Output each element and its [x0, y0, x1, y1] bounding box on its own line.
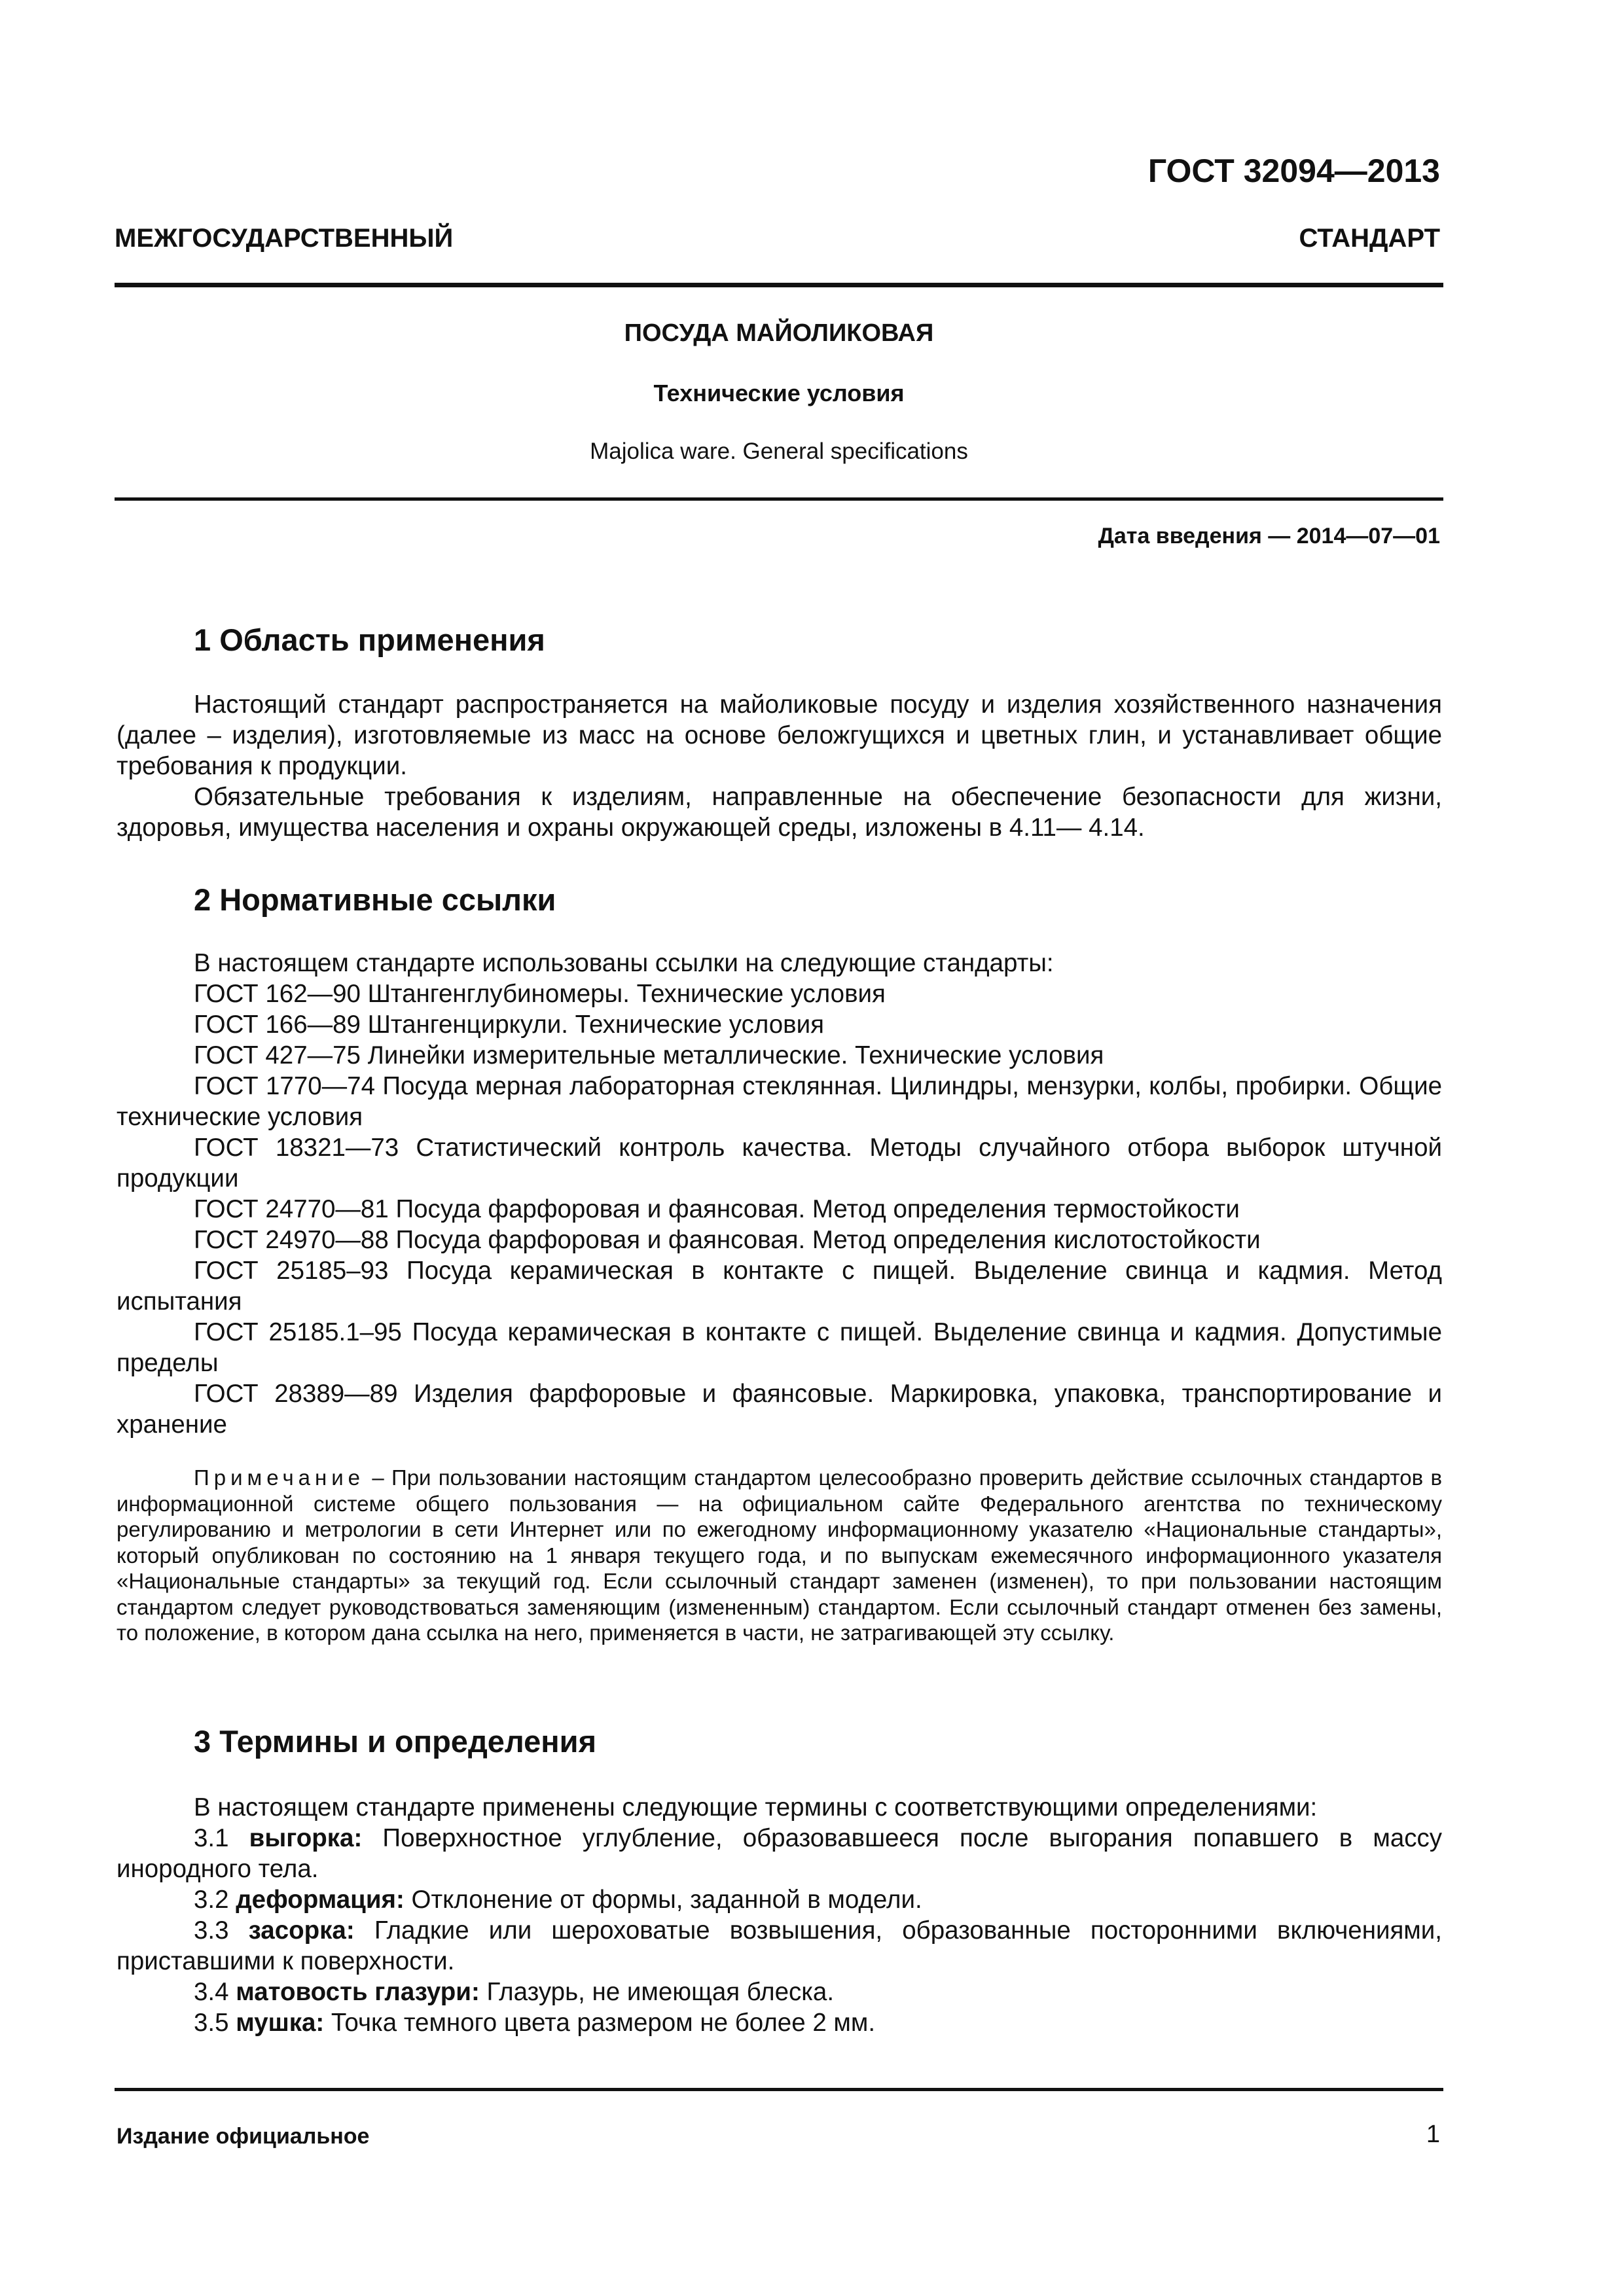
term-name: мушка: — [236, 2009, 325, 2037]
paragraph: Обязательные требования к изделиям, направленные на обеспечение безопасности для жизни, здоровья, имущества населения и охраны окружающей среды, изложены в 4.11— 4.14. — [117, 783, 1442, 842]
reference-item: ГОСТ 28389—89 Изделия фарфоровые и фаянсовые. Маркировка, упаковка, транспортирование и хранение — [117, 1380, 1442, 1439]
header-rule — [115, 283, 1443, 287]
term-name: выгорка: — [249, 1824, 363, 1852]
term-definition: Глазурь, не имеющая блеска. — [486, 1978, 835, 2006]
reference-item: ГОСТ 25185–93 Посуда керамическая в контакте с пищей. Выделение свинца и кадмия. Метод испытания — [117, 1257, 1442, 1316]
term-item — [117, 1884, 1442, 1915]
section-1-heading: 1 Область применения — [194, 622, 545, 657]
reference-item: ГОСТ 1770—74 Посуда мерная лабораторная стеклянная. Цилиндры, мензурки, колбы, пробирки. Общие технические условия — [117, 1072, 1442, 1131]
standard-kind-left: МЕЖГОСУДАРСТВЕННЫЙ — [115, 224, 454, 253]
reference-item: ГОСТ 25185.1–95 Посуда керамическая в контакте с пищей. Выделение свинца и кадмия. Допустимые пределы — [117, 1318, 1442, 1377]
term-number: 3.5 — [194, 2009, 229, 2037]
term-name: засорка: — [248, 1916, 355, 1945]
standard-kind-right: СТАНДАРТ — [1299, 224, 1440, 253]
reference-item: ГОСТ 166—89 Штангенциркули. Технические условия — [194, 1011, 824, 1039]
document-title-english: Majolica ware. General specifications — [590, 439, 968, 464]
note-label: Примечание — [194, 1465, 365, 1490]
term-name: матовость глазури: — [236, 1978, 480, 2006]
edition-label: Издание официальное — [117, 2124, 370, 2149]
term-name: деформация: — [236, 1886, 405, 1914]
section-3-body — [117, 1792, 1442, 2038]
section-2-body — [117, 948, 1442, 1440]
footer-rule — [115, 2088, 1443, 2091]
title-rule — [115, 497, 1443, 501]
section-1-body — [117, 689, 1442, 843]
paragraph: Настоящий стандарт распространяется на майоликовые посуду и изделия хозяйственного назначения (далее – изделия), изготовляемые из масс на основе беложгущихся и цветных глин, и устанавливает общие требования к продукции. — [117, 691, 1442, 780]
term-number: 3.2 — [194, 1886, 229, 1914]
section-2-heading: 2 Нормативные ссылки — [194, 882, 556, 917]
term-number: 3.3 — [194, 1916, 229, 1945]
term-item — [117, 1823, 1442, 1884]
reference-item: ГОСТ 24970—88 Посуда фарфоровая и фаянсовая. Метод определения кислотостойкости — [194, 1226, 1261, 1254]
document-title: ПОСУДА МАЙОЛИКОВАЯ — [624, 319, 934, 347]
section-3-heading: 3 Термины и определения — [194, 1724, 596, 1759]
reference-item: ГОСТ 18321—73 Статистический контроль качества. Методы случайного отбора выборок штучной продукции — [117, 1134, 1442, 1193]
reference-item: ГОСТ 24770—81 Посуда фарфоровая и фаянсовая. Метод определения термостойкости — [194, 1195, 1240, 1223]
references-intro: В настоящем стандарте использованы ссылки на следующие стандарты: — [194, 949, 1054, 977]
references-note — [117, 1465, 1442, 1646]
document-subtitle: Технические условия — [653, 380, 905, 406]
term-definition: Отклонение от формы, заданной в модели. — [411, 1886, 922, 1914]
standard-kind — [115, 224, 1440, 253]
term-definition: Точка темного цвета размером не более 2 мм. — [331, 2009, 876, 2037]
term-number: 3.1 — [194, 1824, 229, 1852]
reference-item: ГОСТ 162—90 Штангенглубиномеры. Технические условия — [194, 980, 886, 1008]
term-definition: Гладкие или шероховатые возвышения, образованные посторонними включениями, приставшими к поверхности. — [117, 1916, 1442, 1975]
note-text: – При пользовании настоящим стандартом целесообразно проверить действие ссылочных стандартов в информационной системе общего пользования — на официальном сайте Федерального агентства по техническому регулированию и метрологии в сети Интернет или по ежегодному информационному указателю «Национальные стандарты», который опубликован по состоянию на 1 января текущего года, и по выпускам ежемесячного информационного указателя «Национальные стандарты» за текущий год. Если ссылочный стандарт заменен (изменен), то при пользовании настоящим стандартом следует руководствоваться заменяющим (измененным) стандартом. Если ссылочный стандарт отменен без замены, то положение, в котором дана ссылка на него, применяется в части, не затрагивающей эту ссылку. — [117, 1465, 1442, 1645]
introduction-date: Дата введения — 2014—07—01 — [1098, 524, 1440, 548]
reference-item: ГОСТ 427—75 Линейки измерительные металлические. Технические условия — [194, 1041, 1104, 1069]
term-item — [117, 1915, 1442, 1977]
terms-intro: В настоящем стандарте применены следующие термины с соответствующими определениями: — [194, 1793, 1318, 1821]
term-number: 3.4 — [194, 1978, 229, 2006]
term-item — [117, 1977, 1442, 2007]
term-item — [117, 2007, 1442, 2038]
term-definition: Поверхностное углубление, образовавшееся после выгорания попавшего в массу инородного тела. — [117, 1824, 1442, 1883]
standard-number: ГОСТ 32094—2013 — [1147, 152, 1440, 189]
page-number: 1 — [1426, 2121, 1440, 2148]
